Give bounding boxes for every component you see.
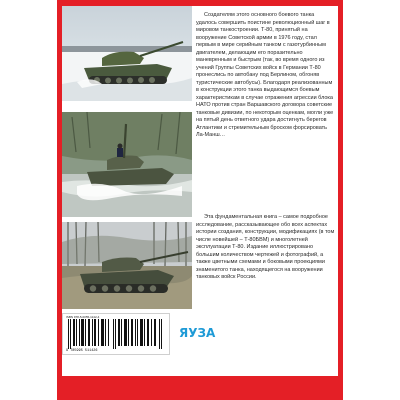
description-paragraph-1: Создателям этого основного боевого танка удалось совершить поистине революционный шаг в мировом танкостроении. Т-80, принятый на вооружение Советской армии в 1976 году, стал первым в мире серийным танком с газотурбинным двигателем, делающим его поразительно маневренным и быстрым (так, во время одного из учений Группы Советских войск в Германии Т-80 пронеслись по автобану под Берлином, обгоняв туристические автобусы). Благодаря реализованным в конструкции этого танка выдающимся боевым характеристикам в случае отражения агрессии блока НАТО против стран Варшавского договора советские танковые дивизии, по некоторым оценкам, могли уже на пятый день ответного удара достигнуть берегов Атлантики и стремительным броском форсировать Ла-Манш…: [196, 12, 334, 138]
tank-photo-forest: [62, 222, 192, 309]
tank-photo-snow: [62, 6, 192, 101]
isbn-text: ISBN 978-5-0055-1142-4: [66, 315, 100, 319]
content-panel: [62, 6, 338, 376]
description-paragraph-2: Эта фундаментальная книга – самое подробное исследование, рассказывающее обо всех аспектах истории создания, конструкции, модификациях (в том числе новейшей – Т-80БВМ) и многолетней эксплуатации Т-80. Издание иллюстрировано большим количеством чертежей и фотографий, а также цветными схемами и боковыми проекциями знаменитого танка, находящегося на вооружении танковых войск России.: [196, 214, 335, 280]
tank-photo-water: [62, 112, 192, 217]
barcode-digits: 9 785995 511426: [66, 349, 98, 353]
publisher-logo-text: ЯУЗА: [179, 326, 216, 340]
barcode-label: [62, 313, 170, 355]
barcode-icon: [66, 319, 166, 349]
publisher-logo-icon: [178, 322, 216, 342]
